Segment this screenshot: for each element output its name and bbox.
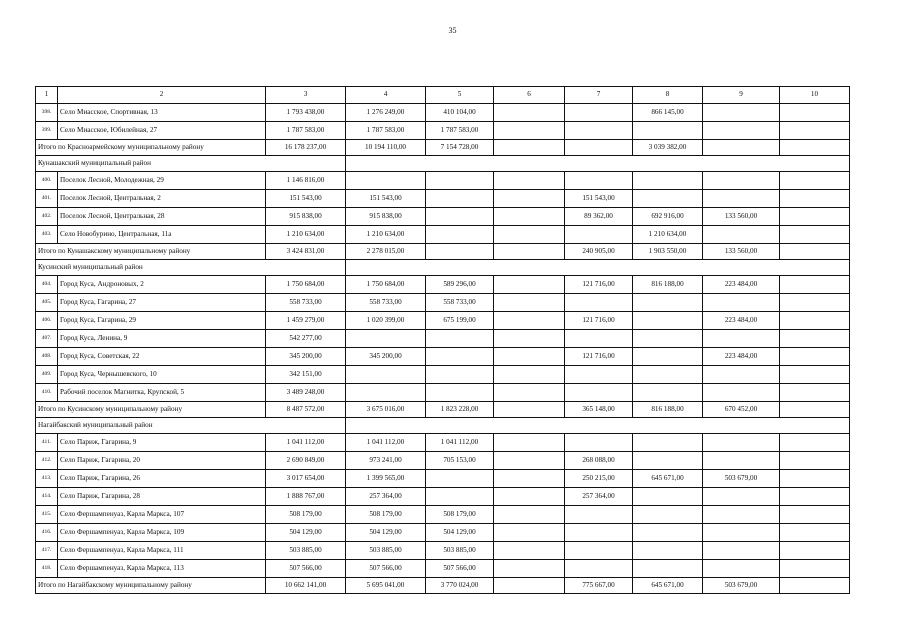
value-cell: 1 787 583,00 xyxy=(346,122,426,140)
row-number: 411. xyxy=(36,434,58,452)
value-cell xyxy=(494,524,565,542)
value-cell: 558 733,00 xyxy=(266,294,346,312)
total-value-cell: 1 903 550,00 xyxy=(633,244,703,260)
value-cell xyxy=(494,434,565,452)
value-cell: 973 241,00 xyxy=(346,452,426,470)
value-cell xyxy=(703,172,780,190)
value-cell xyxy=(346,366,426,384)
row-number: 408. xyxy=(36,348,58,366)
total-value-cell xyxy=(780,140,850,156)
value-cell xyxy=(565,384,633,402)
value-cell xyxy=(633,542,703,560)
value-cell xyxy=(565,104,633,122)
value-cell: 1 750 684,00 xyxy=(266,276,346,294)
value-cell xyxy=(426,470,494,488)
value-cell: 2 690 849,00 xyxy=(266,452,346,470)
value-cell xyxy=(780,524,850,542)
value-cell: 121 716,00 xyxy=(565,312,633,330)
value-cell xyxy=(426,488,494,506)
value-cell: 558 733,00 xyxy=(346,294,426,312)
value-cell xyxy=(426,348,494,366)
value-cell xyxy=(703,122,780,140)
value-cell: 508 179,00 xyxy=(266,506,346,524)
value-cell xyxy=(780,330,850,348)
header-cell: 8 xyxy=(633,87,703,104)
table-row xyxy=(36,506,850,524)
total-value-cell: 645 671,00 xyxy=(633,578,703,594)
total-value-cell: 365 148,00 xyxy=(565,402,633,418)
total-label: Итого по Кусинскому муниципальному району xyxy=(36,402,266,418)
address-cell: Город Куса, Гагарина, 27 xyxy=(58,294,266,312)
value-cell xyxy=(633,488,703,506)
value-cell xyxy=(494,470,565,488)
value-cell xyxy=(633,524,703,542)
value-cell: 257 364,00 xyxy=(565,488,633,506)
value-cell: 508 179,00 xyxy=(426,506,494,524)
row-number: 405. xyxy=(36,294,58,312)
region-filler xyxy=(346,156,850,172)
value-cell xyxy=(426,172,494,190)
value-cell: 507 566,00 xyxy=(426,560,494,578)
total-value-cell: 10 662 141,00 xyxy=(266,578,346,594)
value-cell: 542 277,00 xyxy=(266,330,346,348)
total-value-cell xyxy=(780,402,850,418)
address-cell: Поселок Лесной, Центральная, 28 xyxy=(58,208,266,226)
table-row xyxy=(36,452,850,470)
total-value-cell: 16 178 237,00 xyxy=(266,140,346,156)
total-row xyxy=(36,578,850,594)
region-label: Кусинский муниципальный район xyxy=(36,260,346,276)
value-cell: 503 885,00 xyxy=(266,542,346,560)
address-cell: Село Париж, Гагарина, 28 xyxy=(58,488,266,506)
row-number: 399. xyxy=(36,122,58,140)
value-cell: 1 793 438,00 xyxy=(266,104,346,122)
value-cell: 3 489 248,00 xyxy=(266,384,346,402)
value-cell xyxy=(780,122,850,140)
value-cell: 645 671,00 xyxy=(633,470,703,488)
value-cell xyxy=(633,506,703,524)
total-value-cell: 7 154 728,00 xyxy=(426,140,494,156)
value-cell: 345 200,00 xyxy=(346,348,426,366)
total-value-cell xyxy=(780,244,850,260)
value-cell xyxy=(780,348,850,366)
value-cell xyxy=(633,348,703,366)
table-row xyxy=(36,542,850,560)
value-cell: 504 129,00 xyxy=(426,524,494,542)
table-row xyxy=(36,330,850,348)
row-number: 409. xyxy=(36,366,58,384)
table-row xyxy=(36,524,850,542)
total-value-cell: 10 194 110,00 xyxy=(346,140,426,156)
value-cell xyxy=(565,542,633,560)
value-cell xyxy=(703,226,780,244)
value-cell xyxy=(565,524,633,542)
value-cell: 558 733,00 xyxy=(426,294,494,312)
value-cell xyxy=(633,172,703,190)
value-cell: 1 787 583,00 xyxy=(426,122,494,140)
value-cell xyxy=(494,488,565,506)
total-value-cell: 670 452,00 xyxy=(703,402,780,418)
table-row xyxy=(36,366,850,384)
value-cell: 151 543,00 xyxy=(266,190,346,208)
total-value-cell: 503 679,00 xyxy=(703,578,780,594)
value-cell xyxy=(565,226,633,244)
header-cell: 4 xyxy=(346,87,426,104)
value-cell: 257 364,00 xyxy=(346,488,426,506)
total-value-cell: 2 278 015,00 xyxy=(346,244,426,260)
value-cell xyxy=(703,524,780,542)
value-cell xyxy=(426,190,494,208)
value-cell xyxy=(780,366,850,384)
row-number: 403. xyxy=(36,226,58,244)
row-number: 398. xyxy=(36,104,58,122)
value-cell xyxy=(565,172,633,190)
row-number: 407. xyxy=(36,330,58,348)
row-number: 413. xyxy=(36,470,58,488)
row-number: 414. xyxy=(36,488,58,506)
row-number: 415. xyxy=(36,506,58,524)
value-cell xyxy=(426,330,494,348)
total-value-cell xyxy=(494,244,565,260)
value-cell xyxy=(780,452,850,470)
value-cell: 345 200,00 xyxy=(266,348,346,366)
value-cell: 508 179,00 xyxy=(346,506,426,524)
value-cell xyxy=(494,452,565,470)
table-row xyxy=(36,312,850,330)
value-cell: 151 543,00 xyxy=(565,190,633,208)
row-number: 401. xyxy=(36,190,58,208)
value-cell xyxy=(565,506,633,524)
total-value-cell xyxy=(494,140,565,156)
value-cell xyxy=(780,312,850,330)
table-row xyxy=(36,348,850,366)
total-value-cell: 3 039 382,00 xyxy=(633,140,703,156)
value-cell: 692 916,00 xyxy=(633,208,703,226)
value-cell xyxy=(426,208,494,226)
table-row xyxy=(36,208,850,226)
total-value-cell: 133 560,00 xyxy=(703,244,780,260)
value-cell xyxy=(780,488,850,506)
value-cell xyxy=(703,190,780,208)
value-cell: 507 566,00 xyxy=(266,560,346,578)
value-cell xyxy=(494,384,565,402)
value-cell xyxy=(703,294,780,312)
table-row xyxy=(36,434,850,452)
address-cell: Село Париж, Гагарина, 9 xyxy=(58,434,266,452)
value-cell xyxy=(633,312,703,330)
value-cell: 223 484,00 xyxy=(703,276,780,294)
table-row xyxy=(36,172,850,190)
value-cell xyxy=(780,104,850,122)
row-number: 416. xyxy=(36,524,58,542)
total-value-cell xyxy=(703,140,780,156)
value-cell xyxy=(346,384,426,402)
address-cell: Село Фершампенуаз, Карла Маркса, 109 xyxy=(58,524,266,542)
header-cell: 3 xyxy=(266,87,346,104)
value-cell xyxy=(426,226,494,244)
row-number: 417. xyxy=(36,542,58,560)
value-cell xyxy=(494,190,565,208)
value-cell: 342 151,00 xyxy=(266,366,346,384)
value-cell xyxy=(494,122,565,140)
address-cell: Город Куса, Андроновых, 2 xyxy=(58,276,266,294)
value-cell xyxy=(565,560,633,578)
table-row xyxy=(36,470,850,488)
value-cell xyxy=(494,312,565,330)
value-cell: 1 276 249,00 xyxy=(346,104,426,122)
value-cell xyxy=(780,190,850,208)
value-cell xyxy=(565,330,633,348)
region-label: Кунашакский муниципальный район xyxy=(36,156,346,172)
address-cell: Город Куса, Гагарина, 29 xyxy=(58,312,266,330)
row-number: 406. xyxy=(36,312,58,330)
value-cell: 503 885,00 xyxy=(426,542,494,560)
table-row xyxy=(36,122,850,140)
value-cell: 1 041 112,00 xyxy=(426,434,494,452)
table-row xyxy=(36,190,850,208)
page-number: 35 xyxy=(448,26,457,35)
value-cell xyxy=(494,542,565,560)
value-cell xyxy=(780,542,850,560)
value-cell xyxy=(494,560,565,578)
total-row xyxy=(36,402,850,418)
region-row xyxy=(36,156,850,172)
total-value-cell xyxy=(494,402,565,418)
value-cell: 1 210 634,00 xyxy=(346,226,426,244)
value-cell xyxy=(494,226,565,244)
value-cell xyxy=(633,452,703,470)
value-cell: 250 215,00 xyxy=(565,470,633,488)
value-cell xyxy=(633,190,703,208)
value-cell: 1 750 684,00 xyxy=(346,276,426,294)
value-cell xyxy=(703,366,780,384)
total-label: Итого по Красноармейскому муниципальному району xyxy=(36,140,266,156)
value-cell: 507 566,00 xyxy=(346,560,426,578)
address-cell: Поселок Лесной, Центральная, 2 xyxy=(58,190,266,208)
address-cell: Село Фершампенуаз, Карла Маркса, 113 xyxy=(58,560,266,578)
address-cell: Село Париж, Гагарина, 20 xyxy=(58,452,266,470)
value-cell: 1 787 583,00 xyxy=(266,122,346,140)
value-cell: 503 679,00 xyxy=(703,470,780,488)
value-cell xyxy=(494,172,565,190)
value-cell: 866 145,00 xyxy=(633,104,703,122)
value-cell xyxy=(565,434,633,452)
value-cell xyxy=(703,434,780,452)
value-cell xyxy=(633,384,703,402)
value-cell xyxy=(633,330,703,348)
header-cell: 7 xyxy=(565,87,633,104)
value-cell xyxy=(633,122,703,140)
address-cell: Село Миасское, Юбилейная, 27 xyxy=(58,122,266,140)
header-cell: 10 xyxy=(780,87,850,104)
value-cell xyxy=(426,384,494,402)
value-cell xyxy=(633,294,703,312)
data-table xyxy=(35,86,850,594)
total-value-cell xyxy=(565,140,633,156)
value-cell xyxy=(780,560,850,578)
value-cell xyxy=(780,434,850,452)
value-cell: 3 017 654,00 xyxy=(266,470,346,488)
value-cell xyxy=(703,330,780,348)
value-cell xyxy=(494,366,565,384)
value-cell: 504 129,00 xyxy=(266,524,346,542)
total-value-cell: 3 770 024,00 xyxy=(426,578,494,594)
value-cell: 1 888 767,00 xyxy=(266,488,346,506)
table-row xyxy=(36,294,850,312)
value-cell xyxy=(346,172,426,190)
value-cell: 1 020 399,00 xyxy=(346,312,426,330)
total-label: Итого по Нагайбакскому муниципальному району xyxy=(36,578,266,594)
total-value-cell: 3 424 831,00 xyxy=(266,244,346,260)
value-cell xyxy=(565,366,633,384)
value-cell: 133 560,00 xyxy=(703,208,780,226)
value-cell xyxy=(780,172,850,190)
value-cell xyxy=(633,560,703,578)
value-cell xyxy=(703,560,780,578)
value-cell xyxy=(494,348,565,366)
address-cell: Село Новобурино, Центральная, 11а xyxy=(58,226,266,244)
total-value-cell: 1 823 228,00 xyxy=(426,402,494,418)
header-cell: 9 xyxy=(703,87,780,104)
value-cell xyxy=(703,542,780,560)
value-cell xyxy=(780,276,850,294)
value-cell: 816 188,00 xyxy=(633,276,703,294)
value-cell xyxy=(633,366,703,384)
header-row xyxy=(36,87,850,104)
region-row xyxy=(36,418,850,434)
row-number: 402. xyxy=(36,208,58,226)
table-row xyxy=(36,226,850,244)
row-number: 412. xyxy=(36,452,58,470)
header-cell: 5 xyxy=(426,87,494,104)
table-row xyxy=(36,104,850,122)
table-row xyxy=(36,560,850,578)
row-number: 418. xyxy=(36,560,58,578)
value-cell xyxy=(780,470,850,488)
value-cell xyxy=(494,104,565,122)
header-cell: 1 xyxy=(36,87,58,104)
value-cell xyxy=(780,226,850,244)
address-cell: Город Куса, Чернышевского, 10 xyxy=(58,366,266,384)
total-value-cell: 775 667,00 xyxy=(565,578,633,594)
value-cell: 915 838,00 xyxy=(346,208,426,226)
value-cell xyxy=(565,122,633,140)
address-cell: Село Миасское, Спортивная, 13 xyxy=(58,104,266,122)
value-cell xyxy=(426,366,494,384)
address-cell: Город Куса, Ленина, 9 xyxy=(58,330,266,348)
value-cell: 503 885,00 xyxy=(346,542,426,560)
total-value-cell xyxy=(494,578,565,594)
value-cell xyxy=(780,294,850,312)
value-cell xyxy=(703,104,780,122)
value-cell: 915 838,00 xyxy=(266,208,346,226)
value-cell xyxy=(494,506,565,524)
table-body xyxy=(36,87,850,594)
value-cell: 1 210 634,00 xyxy=(266,226,346,244)
value-cell: 1 210 634,00 xyxy=(633,226,703,244)
region-filler xyxy=(346,260,850,276)
value-cell: 1 041 112,00 xyxy=(266,434,346,452)
value-cell xyxy=(780,384,850,402)
total-value-cell: 3 675 016,00 xyxy=(346,402,426,418)
address-cell: Рабочий поселок Магнитка, Крупской, 5 xyxy=(58,384,266,402)
address-cell: Поселок Лесной, Молодежная, 29 xyxy=(58,172,266,190)
address-cell: Село Париж, Гагарина, 26 xyxy=(58,470,266,488)
header-cell: 6 xyxy=(494,87,565,104)
value-cell: 151 543,00 xyxy=(346,190,426,208)
total-row xyxy=(36,140,850,156)
value-cell xyxy=(494,208,565,226)
table-row xyxy=(36,276,850,294)
table-row xyxy=(36,384,850,402)
header-cell: 2 xyxy=(58,87,266,104)
value-cell: 223 484,00 xyxy=(703,348,780,366)
total-value-cell: 816 188,00 xyxy=(633,402,703,418)
value-cell: 121 716,00 xyxy=(565,348,633,366)
total-label: Итого по Кунашакскому муниципальному району xyxy=(36,244,266,260)
value-cell xyxy=(703,506,780,524)
value-cell xyxy=(633,434,703,452)
value-cell xyxy=(494,330,565,348)
value-cell: 121 716,00 xyxy=(565,276,633,294)
row-number: 404. xyxy=(36,276,58,294)
value-cell xyxy=(494,276,565,294)
value-cell: 1 459 279,00 xyxy=(266,312,346,330)
row-number: 400. xyxy=(36,172,58,190)
total-value-cell: 5 695 041,00 xyxy=(346,578,426,594)
total-value-cell: 8 487 572,00 xyxy=(266,402,346,418)
value-cell: 1 146 816,00 xyxy=(266,172,346,190)
value-cell: 89 362,00 xyxy=(565,208,633,226)
value-cell: 504 129,00 xyxy=(346,524,426,542)
total-value-cell: 240 905,00 xyxy=(565,244,633,260)
value-cell xyxy=(346,330,426,348)
total-value-cell xyxy=(426,244,494,260)
total-value-cell xyxy=(780,578,850,594)
value-cell: 675 199,00 xyxy=(426,312,494,330)
value-cell xyxy=(780,506,850,524)
value-cell: 1 041 112,00 xyxy=(346,434,426,452)
value-cell xyxy=(780,208,850,226)
value-cell: 589 296,00 xyxy=(426,276,494,294)
row-number: 410. xyxy=(36,384,58,402)
value-cell xyxy=(565,294,633,312)
table-row xyxy=(36,488,850,506)
value-cell xyxy=(703,488,780,506)
address-cell: Город Куса, Советская, 22 xyxy=(58,348,266,366)
total-row xyxy=(36,244,850,260)
value-cell: 410 104,00 xyxy=(426,104,494,122)
region-filler xyxy=(346,418,850,434)
value-cell: 705 153,00 xyxy=(426,452,494,470)
value-cell xyxy=(703,452,780,470)
region-row xyxy=(36,260,850,276)
value-cell: 268 088,00 xyxy=(565,452,633,470)
value-cell xyxy=(494,294,565,312)
region-label: Нагайбакский муниципальный район xyxy=(36,418,346,434)
value-cell: 223 484,00 xyxy=(703,312,780,330)
address-cell: Село Фершампенуаз, Карла Маркса, 111 xyxy=(58,542,266,560)
address-cell: Село Фершампенуаз, Карла Маркса, 107 xyxy=(58,506,266,524)
value-cell: 1 399 565,00 xyxy=(346,470,426,488)
value-cell xyxy=(703,384,780,402)
